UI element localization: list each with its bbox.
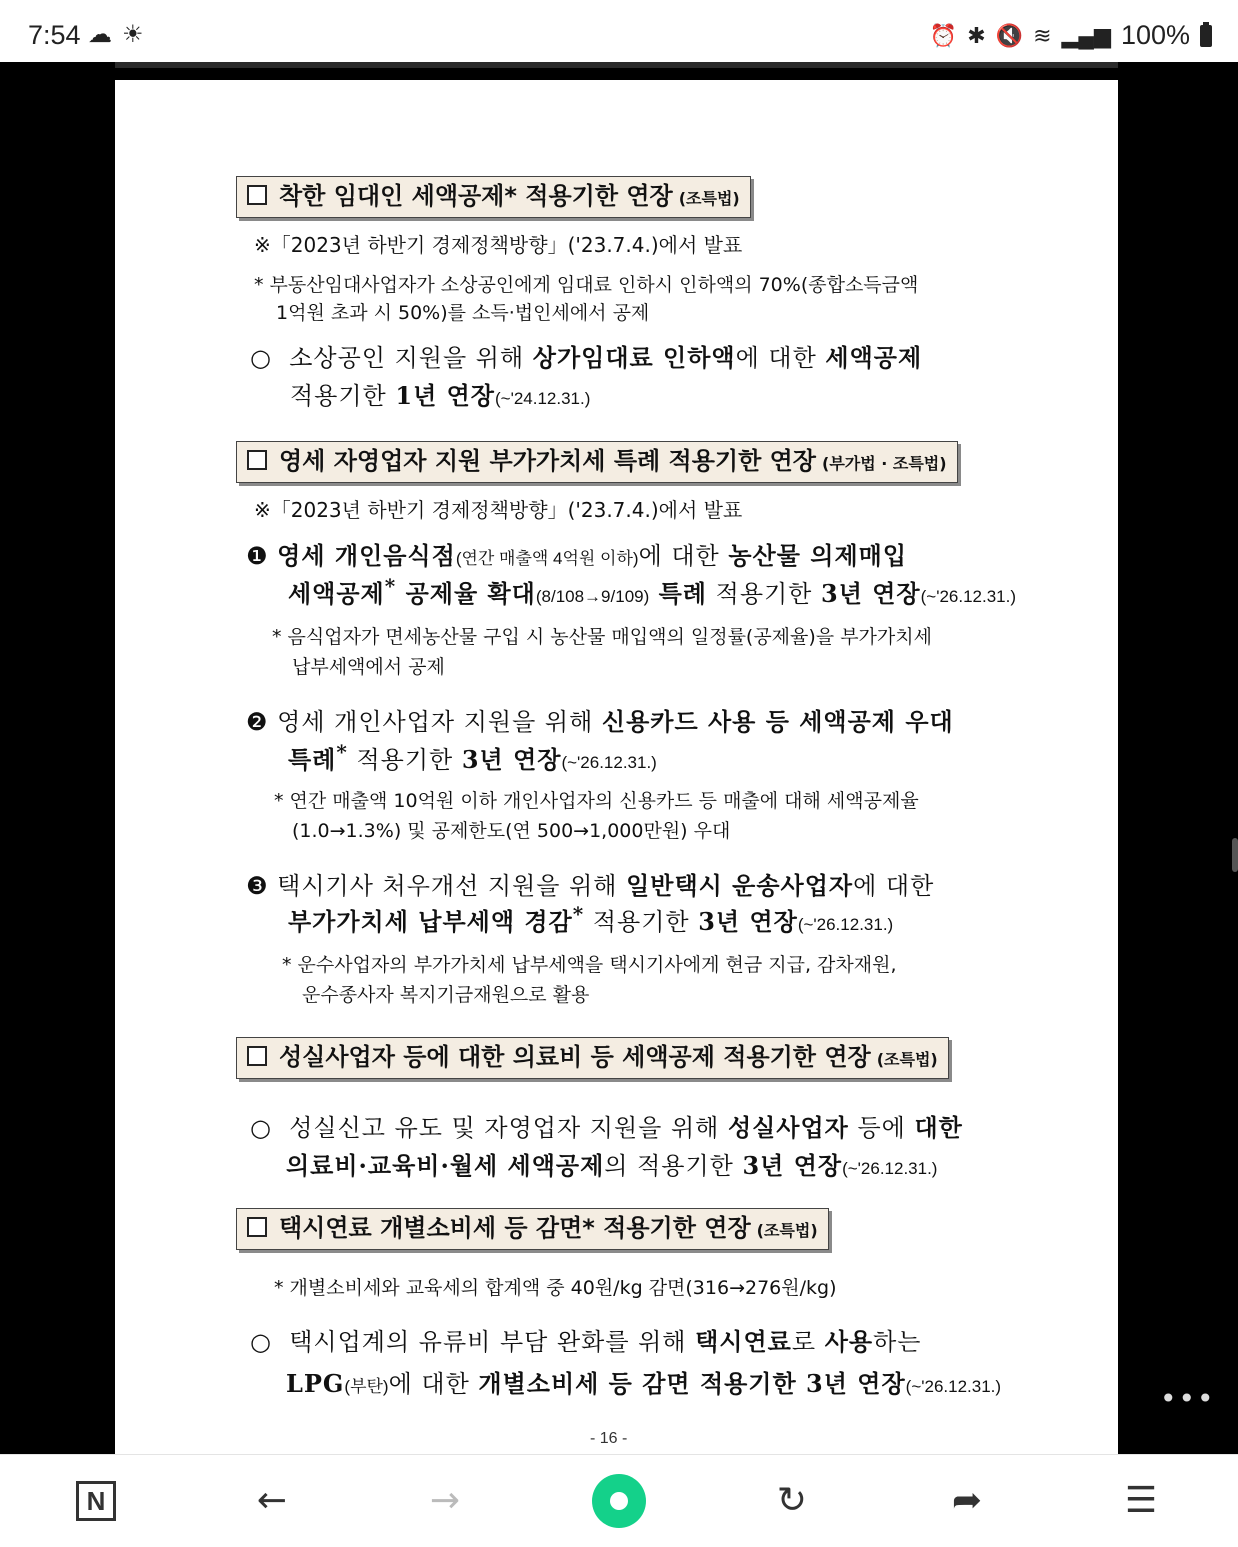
item2-line1: ❷ 영세 개인사업자 지원을 위해 신용카드 사용 등 세액공제 우대 (246, 707, 954, 736)
more-options-button[interactable]: ••• (1160, 1382, 1216, 1415)
section1-footnote-1: * 부동산임대사업자가 소상공인에게 임대료 인하시 인하액의 70%(종합소득금액 (254, 274, 919, 296)
item2-footnote-2: (1.0→1.3%) 및 공제한도(연 500→1,000만원) 우대 (292, 820, 731, 842)
previous-page-edge (115, 62, 1118, 68)
section1-footnote-2: 1억원 초과 시 50%)를 소득·법인세에서 공제 (276, 302, 650, 324)
battery-icon (1200, 25, 1212, 47)
green-dot-button[interactable] (592, 1474, 646, 1528)
item3-footnote-1: * 운수사업자의 부가가치세 납부세액을 택시기사에게 현금 지급, 감차재원, (282, 954, 897, 976)
mute-icon: 🔇 (995, 22, 1024, 48)
scroll-indicator[interactable] (1232, 838, 1238, 872)
share-icon: ➦ (951, 1480, 983, 1521)
back-button[interactable] (248, 1477, 296, 1525)
section1-note: ※「2023년 하반기 경제정책방향」('23.7.4.)에서 발표 (254, 233, 743, 257)
alarm-icon: ⏰ (929, 22, 958, 48)
share-button[interactable] (943, 1477, 991, 1525)
section-heading-4: 택시연료 개별소비세 등 감면* 적용기한 연장 (조특법) (236, 1208, 829, 1250)
checkbox-square-icon (247, 1046, 267, 1066)
item2-line2: 특례* 적용기한 3년 연장(~'26.12.31.) (288, 740, 657, 774)
arrow-left-icon: ← (256, 1480, 288, 1521)
item3-footnote-2: 운수종사자 복지기금재원으로 활용 (302, 984, 590, 1006)
bluetooth-icon: ✱ (967, 22, 986, 48)
section-heading-3: 성실사업자 등에 대한 의료비 등 세액공제 적용기한 연장 (조특법) (236, 1037, 949, 1079)
menu-icon: ☰ (1124, 1480, 1158, 1521)
wifi-icon: ≋ (1033, 22, 1052, 48)
section1-paragraph-line2: 적용기한 1년 연장(~'24.12.31.) (290, 381, 591, 410)
section-heading-1: 착한 임대인 세액공제* 적용기한 연장 (조특법) (236, 176, 751, 218)
forward-button[interactable] (421, 1477, 469, 1525)
item1-line2: 세액공제* 공제율 확대(8/108→9/109) 특례 적용기한 3년 연장(~'26.12.31.) (288, 574, 1017, 608)
menu-button[interactable] (1117, 1477, 1165, 1525)
green-dot-icon (610, 1492, 628, 1510)
naver-home-button[interactable]: N (76, 1481, 116, 1521)
clock: 7:54 (28, 20, 81, 50)
reload-icon: ↻ (776, 1480, 808, 1521)
section4-paragraph-line2: LPG(부탄)에 대한 개별소비세 등 감면 적용기한 3년 연장(~'26.12.31.) (286, 1369, 1002, 1398)
section4-footnote: * 개별소비세와 교육세의 합계액 중 40원/kg 감면(316→276원/kg) (274, 1277, 837, 1299)
item1-footnote-1: * 음식업자가 면세농산물 구입 시 농산물 매입액의 일정률(공제율)을 부가가치세 (272, 626, 932, 648)
bottom-nav-bar (0, 1454, 1238, 1547)
sun-icon: ☀ (122, 20, 144, 48)
item3-line1: ❸ 택시기사 처우개선 지원을 위해 일반택시 운송사업자에 대한 (246, 871, 935, 900)
section-heading-2: 영세 자영업자 지원 부가가치세 특례 적용기한 연장 (부가법 · 조특법) (236, 441, 958, 483)
checkbox-square-icon (247, 450, 267, 470)
signal-icon: ▂▄▆ (1061, 22, 1111, 48)
section2-note: ※「2023년 하반기 경제정책방향」('23.7.4.)에서 발표 (254, 498, 743, 522)
section3-paragraph-line1: ○ 성실신고 유도 및 자영업자 지원을 위해 성실사업자 등에 대한 (250, 1113, 963, 1142)
item1-footnote-2: 납부세액에서 공제 (292, 656, 445, 678)
status-bar (0, 0, 1238, 62)
section4-paragraph-line1: ○ 택시업계의 유류비 부담 완화를 위해 택시연료로 사용하는 (250, 1327, 922, 1356)
cloud-icon: ☁ (88, 20, 112, 48)
reload-button[interactable] (768, 1477, 816, 1525)
status-icons (930, 20, 1212, 51)
page-number: - 16 - (590, 1430, 628, 1447)
item3-line2: 부가가치세 납부세액 경감* 적용기한 3년 연장(~'26.12.31.) (288, 902, 894, 936)
battery-level: 100% (1120, 20, 1190, 50)
section1-paragraph-line1: ○ 소상공인 지원을 위해 상가임대료 인하액에 대한 세액공제 (250, 343, 923, 372)
checkbox-square-icon (247, 1217, 267, 1237)
arrow-right-icon: → (429, 1480, 461, 1521)
section3-paragraph-line2: 의료비·교육비·월세 세액공제의 적용기한 3년 연장(~'26.12.31.) (286, 1151, 938, 1180)
item1-line1: ❶ 영세 개인음식점(연간 매출액 4억원 이하)에 대한 농산물 의제매입 (246, 541, 908, 570)
item2-footnote-1: * 연간 매출액 10억원 이하 개인사업자의 신용카드 등 매출에 대해 세액공제율 (274, 790, 919, 812)
checkbox-square-icon (247, 185, 267, 205)
